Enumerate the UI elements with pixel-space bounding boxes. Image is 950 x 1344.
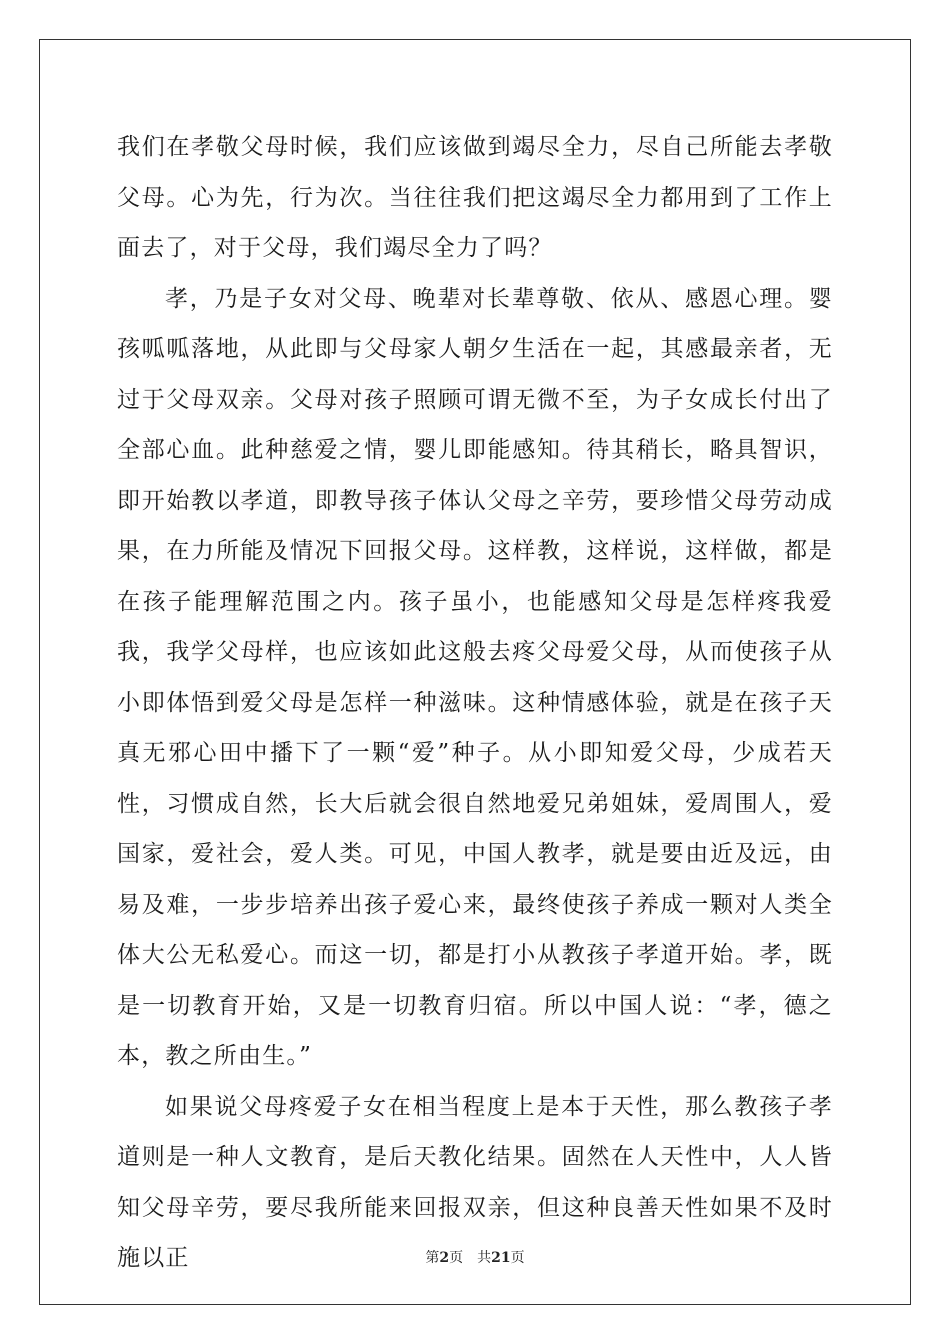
- paragraph-1: 我们在孝敬父母时候，我们应该做到竭尽全力，尽自己所能去孝敬父母。心为先，行为次。当往往我们把这竭尽全力都用到了工作上面去了，对于父母，我们竭尽全力了吗？: [117, 134, 833, 261]
- page-total: 21: [491, 1250, 511, 1266]
- page-total-prefix: 共: [477, 1250, 492, 1266]
- page-footer: [0, 1247, 950, 1267]
- page-number-prefix: 第: [425, 1250, 440, 1266]
- page-number-suffix: 页: [449, 1250, 464, 1266]
- document-body: [117, 122, 833, 1284]
- paragraph-3: 如果说父母疼爱子女在相当程度上是本于天性，那么教孩子孝道则是一种人文教育，是后天教化结果。固然在人天性中，人人皆知父母辛劳，要尽我所能来回报双亲，但这种良善天性如果不及时施以正: [117, 1093, 833, 1271]
- page-total-suffix: 页: [510, 1250, 525, 1266]
- paragraph-2: 孝，乃是子女对父母、晚辈对长辈尊敬、依从、感恩心理。婴孩呱呱落地，从此即与父母家人朝夕生活在一起，其感最亲者，无过于父母双亲。父母对孩子照顾可谓无微不至，为子女成长付出了全部心血。此种慈爱之情，婴儿即能感知。待其稍长，略具智识，即开始教以孝道，即教导孩子体认父母之辛劳，要珍惜父母劳动成果，在力所能及情况下回报父母。这样教，这样说，这样做，都是在孩子能理解范围之内。孩子虽小，也能感知父母是怎样疼我爱我，我学父母样，也应该如此这般去疼父母爱父母，从而使孩子从小即体悟到爱父母是怎样一种滋味。这种情感体验，就是在孩子天真无邪心田中播下了一颗“爱”种子。从小即知爱父母，少成若天性，习惯成自然，长大后就会很自然地爱兄弟姐妹，爱周围人，爱国家，爱社会，爱人类。可见，中国人教孝，就是要由近及远，由易及难，一步步培养出孩子爱心来，最终使孩子养成一颗对人类全体大公无私爱心。而这一切，都是打小从教孩子孝道开始。孝，既是一切教育开始，又是一切教育归宿。所以中国人说：“孝，德之本，教之所由生。”: [117, 285, 833, 1069]
- page-number-current: 2: [439, 1250, 450, 1266]
